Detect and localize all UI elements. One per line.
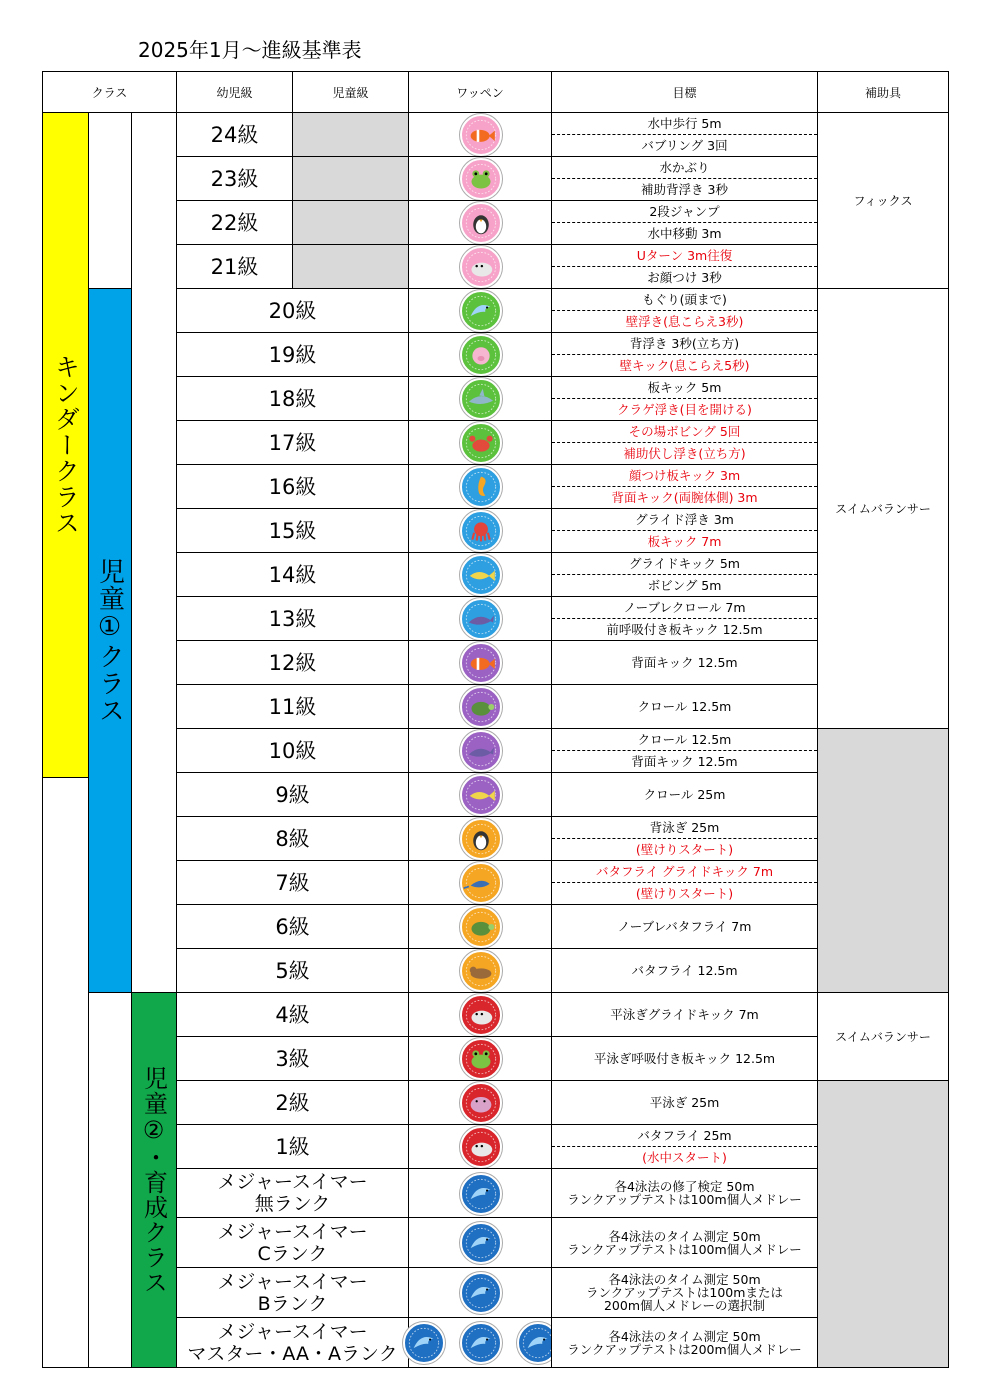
turtle-icon <box>460 906 502 948</box>
level-label: 22級 <box>176 200 293 245</box>
badge-cell <box>408 596 552 641</box>
page-title: 2025年1月～進級基準表 <box>138 38 362 62</box>
goal-item: クロール 25m <box>643 787 726 802</box>
goal-cell <box>551 376 818 421</box>
goal-item: グライド浮き 3m <box>635 512 734 527</box>
goal-cell <box>551 992 818 1037</box>
seal-icon <box>460 246 502 288</box>
child1-class-band <box>88 288 132 993</box>
goal-item: バタフライ 12.5m <box>631 963 738 978</box>
goal-cell <box>551 1168 818 1218</box>
goal-item: 水中歩行 5m <box>647 116 722 131</box>
goal-item: ノーブレクロール 7m <box>623 600 746 615</box>
goal-cell <box>551 816 818 861</box>
goal-line: ランクアップテストは100mまたは <box>586 1285 783 1300</box>
goal-item: (壁けりスタート) <box>552 882 817 904</box>
goal-cell <box>551 464 818 509</box>
dolphin-icon <box>460 1173 502 1215</box>
penguin-icon <box>460 818 502 860</box>
otter-icon <box>460 950 502 992</box>
whale-icon <box>460 598 502 640</box>
level-label-line: マスター・AA・Aランク <box>187 1342 398 1365</box>
level-label-line: Cランク <box>257 1242 328 1265</box>
badge-cell <box>408 464 552 509</box>
aid-balancer-2: スイムバランサー <box>817 992 949 1081</box>
badge-cell <box>408 552 552 597</box>
seahorse-icon <box>460 466 502 508</box>
level-label: 15級 <box>176 508 409 553</box>
goal-cell <box>551 948 818 993</box>
goal-item: Uターン 3m往復 <box>636 248 733 263</box>
level-label: 23級 <box>176 156 293 201</box>
goal-cell <box>551 640 818 685</box>
goal-cell <box>551 1217 818 1268</box>
goal-item: (壁けりスタート) <box>552 838 817 860</box>
goal-cell <box>551 1036 818 1081</box>
goal-cell <box>551 244 818 289</box>
child2-class-label: 児童②・育成クラス <box>139 1065 168 1295</box>
child1-class-label: 児童①クラス <box>94 557 125 724</box>
level-label: 3級 <box>176 1036 409 1081</box>
badge-cell <box>408 1036 552 1081</box>
level-label: 10級 <box>176 728 409 773</box>
goal-item: 補助伏し浮き(立ち方) <box>552 442 817 464</box>
level-cell <box>176 1168 409 1218</box>
octopus-icon <box>460 510 502 552</box>
goal-line: 各4泳法の修了検定 50m <box>614 1179 755 1194</box>
level-cell <box>176 1217 409 1268</box>
header-goal: 目標 <box>551 71 818 113</box>
header-aid: 補助具 <box>817 71 949 113</box>
level-label: 16級 <box>176 464 409 509</box>
goal-item: ノーブレバタフライ 7m <box>617 919 752 934</box>
shark-icon <box>460 378 502 420</box>
goal-item: クラゲ浮き(目を開ける) <box>552 398 817 420</box>
goal-item: ボビング 5m <box>552 574 817 596</box>
penguin-icon <box>460 202 502 244</box>
clownfish-icon <box>460 642 502 684</box>
goal-item: (水中スタート) <box>552 1146 817 1168</box>
swordfish-icon <box>460 862 502 904</box>
fish-icon <box>460 774 502 816</box>
goal-cell <box>551 1124 818 1169</box>
goal-item: バタフライ グライドキック 7m <box>595 864 774 879</box>
goal-text-block <box>552 1218 817 1267</box>
frog-icon <box>460 158 502 200</box>
seal-icon <box>460 994 502 1036</box>
level-cell <box>176 1317 409 1368</box>
badge-cell <box>408 1317 552 1368</box>
level-label: 11級 <box>176 684 409 729</box>
dolphin-icon <box>403 1322 445 1364</box>
goal-cell <box>551 596 818 641</box>
badge-cell <box>408 200 552 245</box>
goal-item: 補助背浮き 3秒 <box>552 178 817 200</box>
aid-none-1 <box>817 728 949 993</box>
goal-line: ランクアップテストは100m個人メドレー <box>567 1192 802 1207</box>
child-level-empty <box>292 156 409 201</box>
goal-item: 板キック 5m <box>647 380 722 395</box>
badge-cell <box>408 728 552 773</box>
child-level-empty <box>292 200 409 245</box>
badge-cell <box>408 332 552 377</box>
header-class: クラス <box>42 71 177 113</box>
aid-none-2 <box>817 1080 949 1368</box>
goal-cell <box>551 684 818 729</box>
badge-cell <box>408 288 552 333</box>
goal-cell <box>551 112 818 157</box>
goal-item: 平泳ぎ呼吸付き板キック 12.5m <box>593 1051 776 1066</box>
level-label: 24級 <box>176 112 293 157</box>
badge-cell <box>408 1217 552 1268</box>
header-badge: ワッペン <box>408 71 552 113</box>
badge-cell <box>408 860 552 905</box>
badge-cell <box>408 376 552 421</box>
badge-cell <box>408 904 552 949</box>
child-level-empty <box>292 244 409 289</box>
level-label: 7級 <box>176 860 409 905</box>
goal-item: 背面キック 12.5m <box>552 750 817 772</box>
badge-cell <box>408 112 552 157</box>
pig-icon <box>460 334 502 376</box>
clownfish-icon <box>460 114 502 156</box>
goal-text-block <box>552 1268 817 1317</box>
level-label: 12級 <box>176 640 409 685</box>
goal-line: ランクアップテストは200m個人メドレー <box>567 1341 802 1357</box>
goal-item: 水かぶり <box>659 160 710 175</box>
goal-line: 各4泳法のタイム測定 50m <box>608 1272 761 1287</box>
level-label: 13級 <box>176 596 409 641</box>
level-label-line: メジャースイマー <box>217 1171 368 1193</box>
goal-item: もぐり(頭まで) <box>642 292 727 307</box>
goal-line: 200m個人メドレーの選択制 <box>603 1298 766 1313</box>
badge-cell <box>408 244 552 289</box>
level-label-line: Bランク <box>257 1292 328 1315</box>
goal-cell <box>551 332 818 377</box>
header-kinder: 幼児級 <box>176 71 293 113</box>
goal-item: 壁浮き(息こらえ3秒) <box>552 310 817 332</box>
goal-line: ランクアップテストは100m個人メドレー <box>567 1241 802 1257</box>
badge-cell <box>408 156 552 201</box>
badge-cell <box>408 640 552 685</box>
level-label: 19級 <box>176 332 409 377</box>
goal-cell <box>551 772 818 817</box>
goal-item: 平泳ぎ 25m <box>649 1095 720 1110</box>
goal-cell <box>551 420 818 465</box>
goal-cell <box>551 552 818 597</box>
child-level-empty <box>292 112 409 157</box>
goal-item: クロール 12.5m <box>637 699 732 714</box>
goal-item: 背浮き 3秒(立ち方) <box>629 336 740 351</box>
goal-cell <box>551 1317 818 1368</box>
dolphin-icon <box>460 1272 502 1314</box>
goal-line: 各4泳法のタイム測定 50m <box>608 1328 761 1344</box>
level-label: 21級 <box>176 244 293 289</box>
badge-cell <box>408 684 552 729</box>
child2-class-band <box>131 992 177 1368</box>
badge-cell <box>408 420 552 465</box>
level-label: 6級 <box>176 904 409 949</box>
aid-fix: フィックス <box>817 112 949 289</box>
kinder-class-band <box>42 112 89 778</box>
goal-item: 顔つけ板キック 3m <box>628 468 741 483</box>
goal-item: 水中移動 3m <box>552 222 817 244</box>
badge-cell <box>408 1168 552 1218</box>
fish-icon <box>460 554 502 596</box>
goal-cell <box>551 508 818 553</box>
badge-cell <box>408 948 552 993</box>
level-label-line: メジャースイマー <box>217 1270 368 1293</box>
goal-item: その場ボビング 5回 <box>628 424 741 439</box>
level-label: 2級 <box>176 1080 409 1125</box>
goal-item: 前呼吸付き板キック 12.5m <box>552 618 817 640</box>
dolphin-icon <box>460 290 502 332</box>
turtle-icon <box>460 686 502 728</box>
level-label: 17級 <box>176 420 409 465</box>
level-label: 9級 <box>176 772 409 817</box>
seal-icon <box>460 1126 502 1168</box>
goal-text-block <box>552 1318 817 1367</box>
goal-cell <box>551 904 818 949</box>
goal-cell <box>551 288 818 333</box>
goal-item: 背面キック(両腕体側) 3m <box>552 486 817 508</box>
goal-cell <box>551 156 818 201</box>
level-label: 5級 <box>176 948 409 993</box>
goal-cell <box>551 1080 818 1125</box>
level-label-line: 無ランク <box>254 1193 331 1215</box>
goal-cell <box>551 1267 818 1318</box>
level-label: 8級 <box>176 816 409 861</box>
goal-cell <box>551 728 818 773</box>
level-label-line: メジャースイマー <box>217 1320 368 1343</box>
goal-item: 板キック 7m <box>552 530 817 552</box>
aid-balancer: スイムバランサー <box>817 288 949 729</box>
goal-item: 背面キック 12.5m <box>631 655 738 670</box>
goal-item: 2段ジャンプ <box>649 204 720 219</box>
badge-cell <box>408 1267 552 1318</box>
level-label: 4級 <box>176 992 409 1037</box>
goal-line: 各4泳法のタイム測定 50m <box>608 1228 761 1244</box>
goal-item: グライドキック 5m <box>629 556 740 571</box>
badge-cell <box>408 1080 552 1125</box>
badge-cell <box>408 992 552 1037</box>
whale-icon <box>460 730 502 772</box>
kinder-class-label: キンダークラス <box>51 354 81 536</box>
crab-icon <box>460 422 502 464</box>
hippo-icon <box>460 1082 502 1124</box>
goal-item: バタフライ 25m <box>637 1128 732 1143</box>
dolphin-icon <box>460 1322 502 1364</box>
header-child: 児童級 <box>292 71 409 113</box>
badge-cell <box>408 772 552 817</box>
goal-text-block <box>552 1169 817 1217</box>
level-label-line: メジャースイマー <box>217 1220 368 1243</box>
frog-icon <box>460 1038 502 1080</box>
goal-item: 壁キック(息こらえ5秒) <box>552 354 817 376</box>
badge-cell <box>408 508 552 553</box>
level-cell <box>176 1267 409 1318</box>
goal-item: 背泳ぎ 25m <box>649 820 720 835</box>
goal-item: お顔つけ 3秒 <box>552 266 817 288</box>
level-label: 14級 <box>176 552 409 597</box>
goal-cell <box>551 200 818 245</box>
badge-cell <box>408 1124 552 1169</box>
dolphin-icon <box>460 1222 502 1264</box>
goal-item: バブリング 3回 <box>552 134 817 156</box>
goal-item: 平泳ぎグライドキック 7m <box>610 1007 759 1022</box>
badge-cell <box>408 816 552 861</box>
goal-cell <box>551 860 818 905</box>
goal-item: クロール 12.5m <box>637 732 732 747</box>
level-label: 20級 <box>176 288 409 333</box>
level-label: 18級 <box>176 376 409 421</box>
level-label: 1級 <box>176 1124 409 1169</box>
